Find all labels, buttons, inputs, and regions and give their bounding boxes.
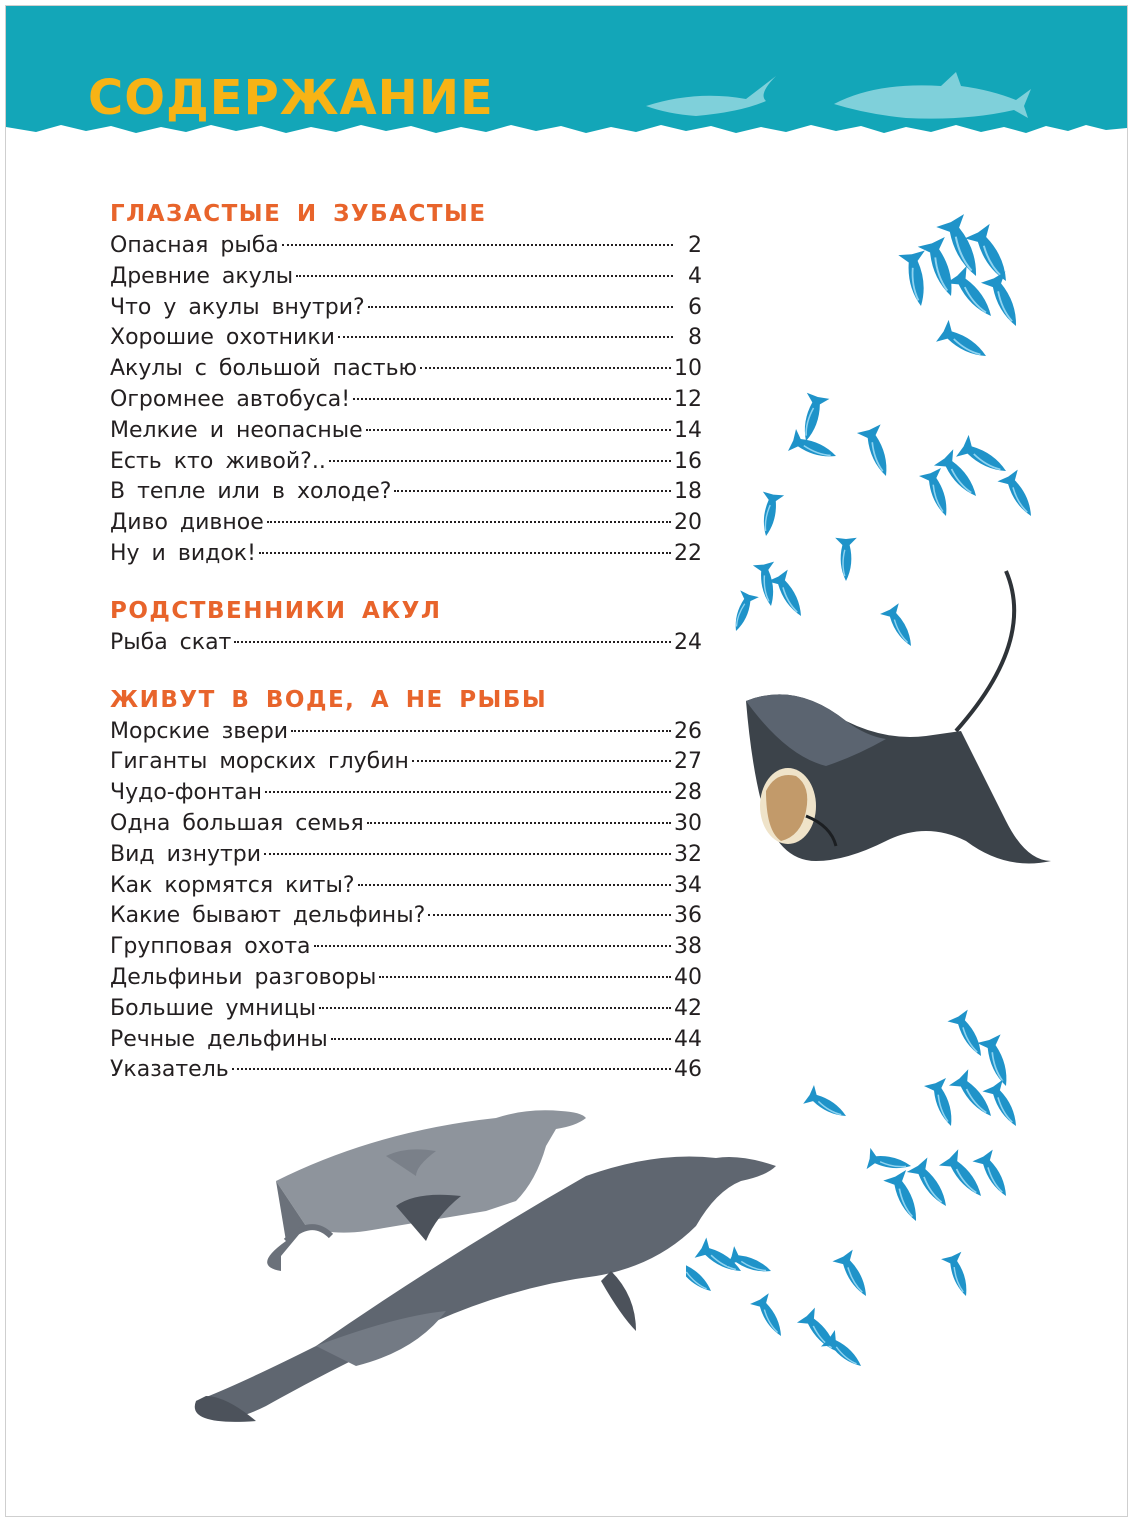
entry-page: 32 xyxy=(674,841,702,867)
entry-page: 28 xyxy=(674,780,702,806)
toc-entry[interactable] xyxy=(110,994,702,1025)
entry-page: 20 xyxy=(674,510,702,536)
dot-leader xyxy=(368,306,673,308)
toc-entry[interactable] xyxy=(110,1055,702,1086)
toc-entry[interactable] xyxy=(110,508,702,539)
entry-label: В тепле или в холоде? xyxy=(110,479,392,505)
toc-entry[interactable] xyxy=(110,477,702,508)
dot-leader xyxy=(338,336,673,338)
toc-entry[interactable] xyxy=(110,901,702,932)
dot-leader xyxy=(291,730,671,732)
entry-page: 14 xyxy=(674,417,702,443)
section-title: ГЛАЗАСТЫЕ И ЗУБАСТЫЕ xyxy=(110,201,487,227)
entry-label: Древние акулы xyxy=(110,263,294,289)
entry-page: 8 xyxy=(688,325,702,351)
dot-leader xyxy=(259,552,671,554)
entry-label: Опасная рыба xyxy=(110,233,279,258)
section-title: ЖИВУТ В ВОДЕ, А НЕ РЫБЫ xyxy=(110,686,548,713)
toc-page xyxy=(5,5,1128,1517)
toc-section xyxy=(110,596,702,659)
entry-page: 40 xyxy=(674,964,702,990)
entry-label: Что у акулы внутри? xyxy=(110,294,365,320)
section-title: РОДСТВЕННИКИ АКУЛ xyxy=(110,597,442,624)
toc-entry[interactable] xyxy=(110,778,702,809)
fish-group-top xyxy=(898,214,1028,367)
entry-page: 38 xyxy=(674,934,702,960)
dot-leader xyxy=(353,398,671,400)
entry-label: Какие бывают дельфины? xyxy=(110,903,426,929)
entry-label: Диво дивное xyxy=(110,510,264,536)
dot-leader xyxy=(331,1038,671,1040)
entry-label: Мелкие и неопасные xyxy=(110,417,363,443)
entry-label: Вид изнутри xyxy=(110,841,262,867)
dot-leader xyxy=(314,945,671,947)
entry-page: 34 xyxy=(674,872,702,898)
toc-entry[interactable] xyxy=(110,628,702,659)
toc-entry[interactable] xyxy=(110,385,702,416)
dolphins-icon xyxy=(116,1096,806,1446)
toc-section xyxy=(110,685,702,1087)
entry-page: 2 xyxy=(688,233,702,258)
toc-entry[interactable] xyxy=(110,840,702,871)
entry-label: Речные дельфины xyxy=(110,1026,328,1052)
entry-page: 30 xyxy=(674,810,702,836)
entry-page: 6 xyxy=(688,294,702,320)
dot-leader xyxy=(412,760,671,762)
entry-page: 22 xyxy=(674,540,702,566)
entry-page: 36 xyxy=(674,903,702,929)
table-of-contents xyxy=(110,199,702,1112)
entry-page: 42 xyxy=(674,995,702,1021)
entry-label: Гиганты морских глубин xyxy=(110,749,409,775)
dot-leader xyxy=(367,822,671,824)
toc-entry[interactable] xyxy=(110,447,702,478)
entry-label: Чудо-фонтан xyxy=(110,780,263,806)
dot-leader xyxy=(358,884,671,886)
dot-leader xyxy=(296,275,673,277)
dot-leader xyxy=(232,1068,671,1070)
header-band xyxy=(6,6,1127,146)
manta-ray-icon xyxy=(736,561,1066,901)
entry-page: 46 xyxy=(674,1057,702,1083)
toc-entry[interactable] xyxy=(110,539,702,570)
dot-leader xyxy=(379,976,671,978)
toc-entry[interactable] xyxy=(110,963,702,994)
entry-label: Есть кто живой?.. xyxy=(110,448,326,474)
toc-section xyxy=(110,199,702,570)
entry-page: 16 xyxy=(674,448,702,474)
toc-entry[interactable] xyxy=(110,717,702,748)
entry-label: Хорошие охотники xyxy=(110,325,335,351)
entry-label: Морские звери xyxy=(110,718,289,744)
entry-page: 18 xyxy=(674,479,702,505)
toc-entry[interactable] xyxy=(110,231,702,262)
page-title: СОДЕРЖАНИЕ xyxy=(88,70,494,126)
entry-label: Указатель xyxy=(110,1057,229,1083)
entry-page: 4 xyxy=(688,263,702,289)
entry-page: 10 xyxy=(674,356,702,382)
dot-leader xyxy=(265,791,671,793)
entry-page: 24 xyxy=(674,629,702,655)
toc-entry[interactable] xyxy=(110,809,702,840)
dot-leader xyxy=(264,853,671,855)
dot-leader xyxy=(319,1007,671,1009)
toc-entry[interactable] xyxy=(110,323,702,354)
dot-leader xyxy=(234,641,671,643)
dot-leader xyxy=(428,914,671,916)
entry-label: Рыба скат xyxy=(110,629,232,655)
dot-leader xyxy=(366,429,671,431)
toc-entry[interactable] xyxy=(110,416,702,447)
entry-label: Огромнее автобуса! xyxy=(110,386,351,412)
toc-entry[interactable] xyxy=(110,1025,702,1056)
entry-page: 44 xyxy=(674,1026,702,1052)
toc-entry[interactable] xyxy=(110,354,702,385)
toc-entry[interactable] xyxy=(110,932,702,963)
toc-entry[interactable] xyxy=(110,871,702,902)
entry-page: 27 xyxy=(674,749,702,775)
dot-leader xyxy=(282,244,673,246)
entry-label: Групповая охота xyxy=(110,934,311,960)
toc-entry[interactable] xyxy=(110,747,702,778)
toc-entry[interactable] xyxy=(110,293,702,324)
entry-label: Ну и видок! xyxy=(110,540,256,566)
entry-label: Одна большая семья xyxy=(110,810,364,836)
entry-page: 26 xyxy=(674,718,702,744)
dot-leader xyxy=(267,521,671,523)
entry-label: Большие умницы xyxy=(110,995,317,1021)
entry-label: Акулы с большой пастью xyxy=(110,356,418,382)
entry-label: Дельфиньи разговоры xyxy=(110,964,377,990)
entry-page: 12 xyxy=(674,386,702,412)
toc-entry[interactable] xyxy=(110,262,702,293)
dot-leader xyxy=(329,460,671,462)
dot-leader xyxy=(420,367,671,369)
entry-label: Как кормятся киты? xyxy=(110,872,355,898)
dot-leader xyxy=(394,490,671,492)
